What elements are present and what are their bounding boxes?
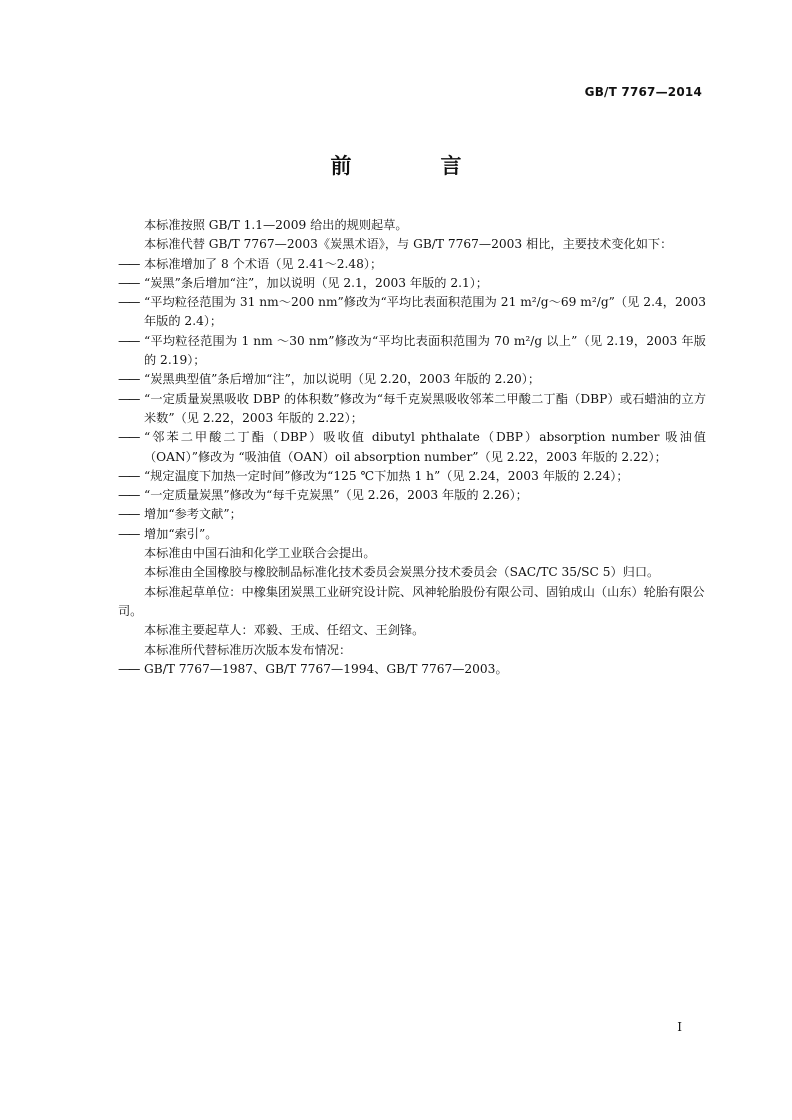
paragraph-replacement: 本标准代替 GB/T 7767—2003《炭黑术语》，与 GB/T 7767—2003 相比，主要技术变化如下： [144,237,673,252]
list-item [118,660,706,679]
page-title: 前 言 [330,154,496,178]
list-item [118,255,706,274]
change-text: “一定质量炭黑吸收 DBP 的体积数”修改为“每千克炭黑吸收邻苯二甲酸二丁酯（DBP）或石蜡油的立方米数”（见 2.22，2003 年版的 2.22）； [144,391,706,425]
dash-marker: —— [118,430,139,445]
list-item [118,467,706,486]
paragraph-drafting-units: 本标准起草单位：中橡集团炭黑工业研究设计院、风神轮胎股份有限公司、固铂成山（山东）轮胎有限公司。 [118,584,705,618]
list-item [118,525,706,544]
list-item [118,390,706,429]
dash-marker: —— [118,488,139,503]
dash-marker: —— [118,526,139,541]
list-item [118,293,706,332]
change-text: 增加“索引”。 [144,526,218,541]
paragraph-drafting-rules: 本标准按照 GB/T 1.1—2009 给出的规则起草。 [144,218,408,232]
dash-marker: —— [118,256,139,271]
history-text: GB/T 7767—1987、GB/T 7767—1994、GB/T 7767—2003。 [144,661,508,676]
dash-marker: —— [118,391,139,406]
change-text: “平均粒径范围为 31 nm～200 nm”修改为“平均比表面积范围为 21 m²/g～69 m²/g”（见 2.4，2003 年版的 2.4）； [144,295,706,329]
page-number: I [677,1020,682,1034]
paragraph-proposer: 本标准由中国石油和化学工业联合会提出。 [144,546,376,561]
list-item [118,486,706,505]
dash-marker: —— [118,275,139,290]
dash-marker: —— [118,295,139,310]
change-text: “邻苯二甲酸二丁酯（DBP）吸收值 dibutyl phthalate（DBP）absorption number 吸油值（OAN）”修改为 “吸油值（OAN）oil absorption number”（见 2.22，2003 年版的 2.22）； [144,430,706,464]
changes-list [118,255,706,544]
change-text: “平均粒径范围为 1 nm ～30 nm”修改为“平均比表面积范围为 70 m²/g 以上”（见 2.19，2003 年版的 2.19）； [144,333,706,368]
change-text: “一定质量炭黑”修改为“每千克炭黑”（见 2.26，2003 年版的 2.26）； [144,488,528,503]
list-item [118,370,706,389]
change-text: “炭黑”条后增加“注”，加以说明（见 2.1，2003 年版的 2.1）； [144,275,488,290]
document-body [118,216,706,679]
dash-marker: —— [118,372,139,387]
paragraph-drafters: 本标准主要起草人：邓毅、王成、任绍文、王剑锋。 [144,623,425,638]
dash-marker: —— [118,661,139,676]
change-text: 本标准增加了 8 个术语（见 2.41～2.48）； [144,256,383,271]
list-item [118,332,706,371]
paragraph-history-intro: 本标准所代替标准历次版本发布情况： [144,642,352,657]
change-text: 增加“参考文献”； [144,507,242,522]
list-item [118,505,706,524]
change-text: “规定温度下加热一定时间”修改为“125 ℃下加热 1 h”（见 2.24，2003 年版的 2.24）； [144,468,629,483]
standard-code: GB/T 7767—2014 [584,85,702,99]
paragraph-committee: 本标准由全国橡胶与橡胶制品标准化技术委员会炭黑分技术委员会（SAC/TC 35/SC 5）归口。 [144,565,660,580]
list-item [118,274,706,293]
list-item [118,428,706,467]
dash-marker: —— [118,507,139,522]
dash-marker: —— [118,468,139,483]
dash-marker: —— [118,333,139,348]
change-text: “炭黑典型值”条后增加“注”，加以说明（见 2.20，2003 年版的 2.20）； [144,372,541,387]
